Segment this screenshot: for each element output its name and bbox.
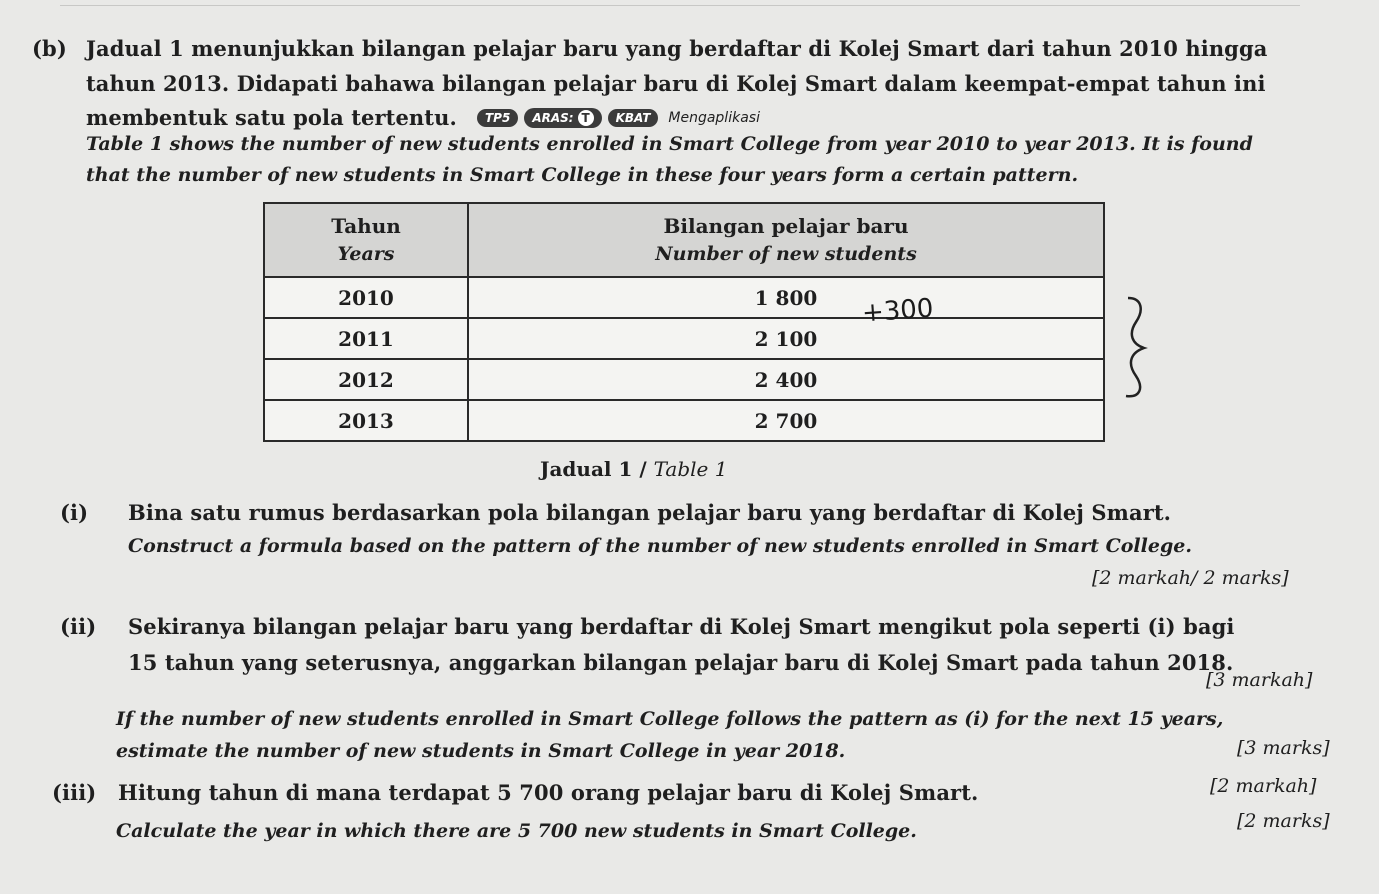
part-ii-marks-en: [3 marks] [1237, 737, 1330, 759]
table-header-row [264, 203, 1104, 277]
part-iii-bm: Hitung tahun di mana terdapat 5 700 orang pelajar baru di Kolej Smart. [118, 780, 979, 805]
part-ii-en-line1: If the number of new students enrolled in Smart College follows the pattern as (i) for the next 15 years, [116, 708, 1224, 730]
part-label-b: (b) [32, 36, 67, 61]
part-i-en: Construct a formula based on the pattern of the number of new students enrolled in Smart College. [128, 535, 1192, 557]
part-iii-marks-en: [2 marks] [1237, 810, 1330, 832]
part-i-bm: Bina satu rumus berdasarkan pola bilangan pelajar baru yang berdaftar di Kolej Smart. [128, 500, 1172, 525]
table-row [264, 277, 1104, 318]
intro-bm-line3: membentuk satu pola tertentu. [86, 105, 457, 130]
table-row [264, 359, 1104, 400]
aras-badge [524, 108, 601, 128]
skill-tags [477, 107, 760, 129]
count-cell: 2 400 [468, 359, 1104, 400]
header-years [264, 203, 468, 277]
year-cell: 2013 [264, 400, 468, 441]
part-ii-bm-line2: 15 tahun yang seterusnya, anggarkan bilangan pelajar baru di Kolej Smart pada tahun 2018. [128, 650, 1234, 675]
table-caption [540, 457, 727, 481]
part-label-i: (i) [60, 500, 89, 525]
year-cell: 2012 [264, 359, 468, 400]
tp-badge: TP5 [477, 109, 518, 127]
intro-en-line2: that the number of new students in Smart College in these four years form a certain pattern. [86, 164, 1079, 186]
header-students [468, 203, 1104, 277]
intro-en-line1: Table 1 shows the number of new students enrolled in Smart College from year 2010 to year 2013. It is found [86, 133, 1253, 155]
count-cell: 2 100 [468, 318, 1104, 359]
handwritten-brace-icon [1118, 292, 1158, 404]
part-ii-bm-line1: Sekiranya bilangan pelajar baru yang berdaftar di Kolej Smart mengikut pola seperti (i) bagi [128, 614, 1235, 639]
header-students-bm: Bilangan pelajar baru [663, 214, 909, 238]
caption-en: Table 1 [653, 457, 728, 481]
header-years-en: Years [337, 243, 395, 265]
header-years-bm: Tahun [331, 214, 401, 238]
handwritten-note: +300 [861, 293, 935, 329]
caption-bm: Jadual 1 / [540, 457, 654, 481]
students-table [263, 202, 1105, 442]
part-label-ii: (ii) [60, 614, 97, 639]
part-ii-marks-bm: [3 markah] [1206, 669, 1313, 691]
part-iii-en: Calculate the year in which there are 5 700 new students in Smart College. [116, 820, 917, 842]
kbat-badge: KBAT [608, 109, 659, 127]
intro-bm-line2: tahun 2013. Didapati bahawa bilangan pelajar baru di Kolej Smart dalam keempat-empat tahun ini [86, 71, 1266, 96]
aras-text: ARAS: [532, 111, 574, 125]
aras-level: T [578, 110, 594, 126]
part-label-iii: (iii) [52, 780, 97, 805]
table-row [264, 400, 1104, 441]
intro-bm-line1: Jadual 1 menunjukkan bilangan pelajar baru yang berdaftar di Kolej Smart dari tahun 2010 hingga [86, 36, 1268, 61]
part-ii-en-line2: estimate the number of new students in Smart College in year 2018. [116, 740, 846, 762]
skill-label: Mengaplikasi [668, 110, 760, 126]
count-cell: 1 800 [468, 277, 1104, 318]
top-rule [60, 5, 1300, 6]
count-cell: 2 700 [468, 400, 1104, 441]
year-cell: 2011 [264, 318, 468, 359]
year-cell: 2010 [264, 277, 468, 318]
table-row [264, 318, 1104, 359]
header-students-en: Number of new students [655, 243, 917, 265]
part-iii-marks-bm: [2 markah] [1210, 775, 1317, 797]
part-i-marks: [2 markah/ 2 marks] [1092, 567, 1289, 589]
